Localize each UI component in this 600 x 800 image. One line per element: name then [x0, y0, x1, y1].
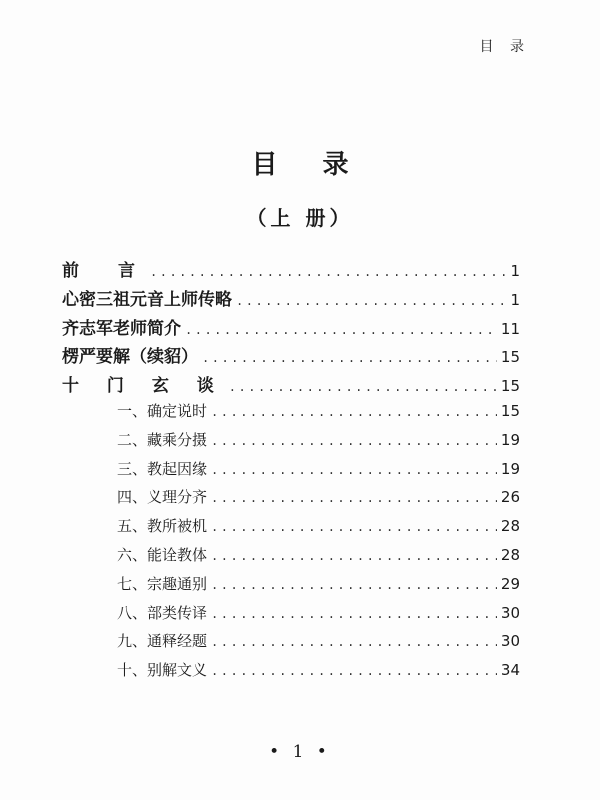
toc-entry-title: 八、部类传译: [117, 603, 208, 622]
toc-entry-page: 11: [500, 319, 520, 338]
table-of-contents: [62, 256, 520, 688]
dot-leader: [229, 380, 497, 394]
running-header: 目 录: [479, 39, 530, 55]
toc-entry: [62, 342, 520, 371]
toc-entry: [62, 371, 520, 400]
page-number: • 1 •: [269, 742, 331, 762]
toc-entry: [62, 314, 520, 343]
toc-entry-title: 齐志军老师简介: [62, 318, 181, 339]
toc-subentry: [62, 486, 520, 515]
toc-entry-title: 二、藏乘分摄: [117, 430, 208, 449]
toc-entry-page: 29: [500, 574, 520, 593]
dot-leader: [236, 294, 506, 308]
toc-subentry: [62, 602, 520, 631]
page-title: 目 录: [251, 150, 367, 180]
toc-subentry: [62, 630, 520, 659]
dot-leader: [211, 491, 497, 505]
toc-entry-title: 十、别解文义: [117, 661, 208, 680]
toc-entry-page: 15: [500, 401, 520, 420]
toc-entry-page: 30: [500, 632, 520, 651]
toc-entry-title: 五、教所被机: [117, 517, 208, 536]
dot-leader: [202, 351, 497, 365]
toc-entry: [62, 285, 520, 314]
toc-entry-title: 四、义理分齐: [117, 488, 208, 507]
dot-leader: [211, 434, 497, 448]
dot-leader: [211, 635, 497, 649]
toc-entry-title: 七、宗趣通别: [117, 574, 208, 593]
toc-entry-title: 六、能诠教体: [117, 545, 208, 564]
toc-entry-title: 九、通释经题: [117, 632, 208, 651]
toc-entry-page: 28: [500, 517, 520, 536]
toc-entry-title: 心密三祖元音上师传略: [62, 289, 232, 310]
toc-entry-title: 楞严要解（续貂）: [62, 347, 198, 368]
toc-entry-page: 34: [500, 661, 520, 680]
toc-entry-page: 19: [500, 430, 520, 449]
toc-entry-title: 前 言: [62, 261, 146, 281]
toc-entry-page: 15: [500, 377, 520, 396]
dot-leader: [211, 520, 497, 534]
toc-entry-page: 15: [500, 348, 520, 367]
dot-leader: [211, 463, 497, 477]
toc-entry: [62, 256, 520, 285]
toc-entry-title: 一、确定说时: [117, 401, 208, 420]
toc-subentry: [62, 544, 520, 573]
toc-subentry: [62, 429, 520, 458]
toc-entry-page: 28: [500, 545, 520, 564]
toc-entry-page: 30: [500, 603, 520, 622]
toc-entry-page: 19: [500, 459, 520, 478]
toc-subentry: [62, 400, 520, 429]
toc-subentry: [62, 458, 520, 487]
toc-subentry: [62, 515, 520, 544]
toc-entry-page: 1: [510, 262, 520, 280]
dot-leader: [185, 323, 497, 337]
dot-leader: [211, 549, 497, 563]
toc-entry-title: 三、教起因缘: [117, 459, 208, 478]
toc-entry-page: 26: [500, 488, 520, 507]
dot-leader: [211, 607, 497, 621]
volume-subtitle: （上 册）: [246, 206, 354, 230]
toc-subentry: [62, 659, 520, 688]
toc-subentry: [62, 573, 520, 602]
dot-leader: [150, 265, 506, 279]
toc-entry-page: 1: [510, 290, 520, 309]
dot-leader: [211, 405, 497, 419]
dot-leader: [211, 664, 497, 678]
toc-entry-title: 十 门 玄 谈: [62, 376, 225, 397]
dot-leader: [211, 578, 497, 592]
